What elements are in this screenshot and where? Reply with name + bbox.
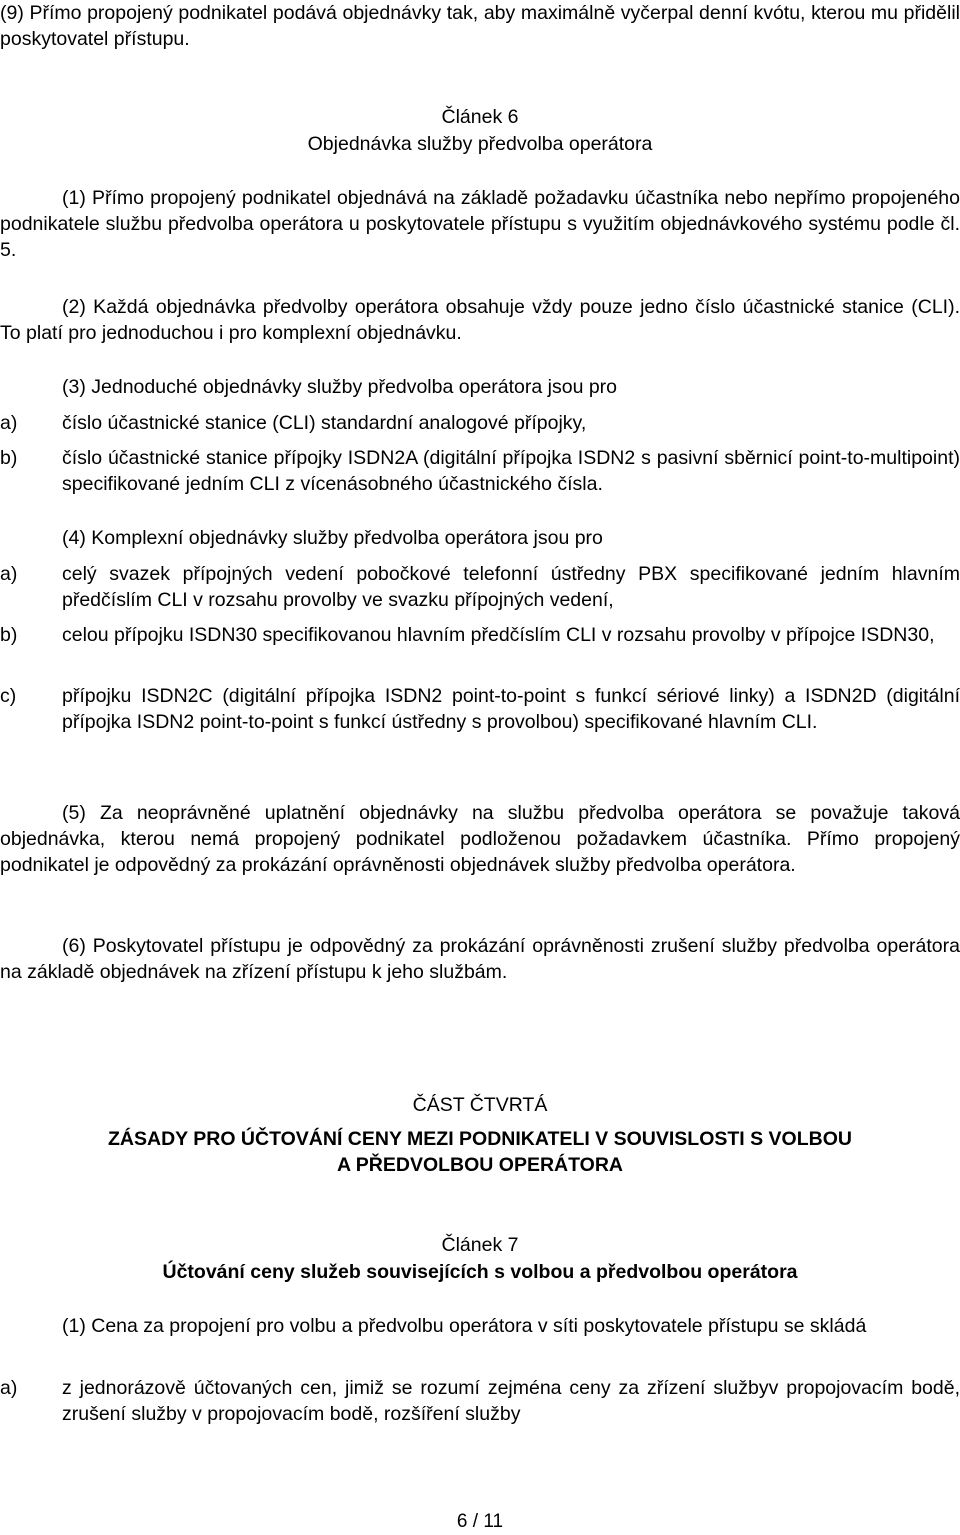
article-7-item-a bbox=[0, 1375, 960, 1427]
item-label: a) bbox=[0, 563, 18, 585]
item-text: celý svazek přípojných vedení pobočkové telefonní ústředny PBX specifikované jedním hlavním předčíslím CLI v rozsahu provolby ve svazku přípojných vedení, bbox=[62, 563, 960, 611]
paragraph-3-item-a bbox=[0, 410, 960, 436]
article-7-title: Účtování ceny služeb souvisejících s volbou a předvolbou operátora bbox=[162, 1261, 798, 1283]
part-4-title-line-1: ZÁSADY PRO ÚČTOVÁNÍ CENY MEZI PODNIKATELI V SOUVISLOSTI S VOLBOU bbox=[108, 1128, 852, 1150]
item-text: z jednorázově účtovaných cen, jimiž se rozumí zejména ceny za zřízení službyv propojovacím bodě, zrušení služby v propojovacím bodě, rozšíření služby bbox=[62, 1377, 960, 1425]
article-6-paragraph-6: (6) Poskytovatel přístupu je odpovědný za prokázání oprávněnosti zrušení služby předvolba operátora na základě objednávek na zřízení přístupu k jeho službám. bbox=[0, 935, 960, 983]
article-6-paragraph-3: (3) Jednoduché objednávky služby předvolba operátora jsou pro bbox=[62, 376, 618, 398]
article-6-paragraph-5: (5) Za neoprávněné uplatnění objednávky na službu předvolba operátora se považuje taková objednávka, kterou nemá propojený podnikatel podloženou požadavkem účastníka. Přímo propojený podnikatel je odpovědný za prokázání oprávněnosti objednávek služby předvolba operátora. bbox=[0, 802, 960, 876]
paragraph-4-item-b bbox=[0, 622, 960, 648]
paragraph-9: (9) Přímo propojený podnikatel podává objednávky tak, aby maximálně vyčerpal denní kvótu, kterou mu přidělil poskytovatel přístupu. bbox=[0, 2, 960, 50]
item-text: číslo účastnické stanice přípojky ISDN2A (digitální přípojka ISDN2 s pasivní sběrnicí point-to-multipoint) specifikované jedním CLI z vícenásobného účastnického čísla. bbox=[62, 447, 960, 495]
paragraph-4-item-a bbox=[0, 561, 960, 613]
article-6-paragraph-1: (1) Přímo propojený podnikatel objednává na základě požadavku účastníka nebo nepřímo propojeného podnikatele službu předvolba operátora u poskytovatele přístupu s využitím objednávkového systému podle čl. 5. bbox=[0, 187, 960, 261]
item-label: a) bbox=[0, 1377, 18, 1399]
item-label: b) bbox=[0, 624, 18, 646]
item-label: c) bbox=[0, 685, 17, 707]
item-text: číslo účastnické stanice (CLI) standardní analogové přípojky, bbox=[62, 412, 587, 434]
paragraph-3-item-b bbox=[0, 445, 960, 497]
item-text: přípojku ISDN2C (digitální přípojka ISDN2 point-to-point s funkcí sériové linky) a ISDN2D (digitální přípojka ISDN2 point-to-point s funkcí ústředny s provolbou) specifikované hlavním CLI. bbox=[62, 685, 960, 733]
page-number: 6 / 11 bbox=[456, 1511, 504, 1532]
article-6-paragraph-2: (2) Každá objednávka předvolby operátora obsahuje vždy pouze jedno číslo účastnické stanice (CLI). To platí pro jednoduchou i pro komplexní objednávku. bbox=[0, 296, 960, 344]
article-7-paragraph-1: (1) Cena za propojení pro volbu a předvolbu operátora v síti poskytovatele přístupu se skládá bbox=[62, 1315, 867, 1337]
paragraph-4-item-c bbox=[0, 683, 960, 735]
item-text: celou přípojku ISDN30 specifikovanou hlavním předčíslím CLI v rozsahu provolby v přípojce ISDN30, bbox=[62, 624, 935, 646]
article-6-paragraph-4: (4) Komplexní objednávky služby předvolba operátora jsou pro bbox=[62, 527, 603, 549]
item-label: a) bbox=[0, 412, 18, 434]
item-label: b) bbox=[0, 447, 18, 469]
article-6-number: Článek 6 bbox=[441, 106, 519, 128]
article-6-title: Objednávka služby předvolba operátora bbox=[307, 133, 653, 155]
part-4-heading: ČÁST ČTVRTÁ bbox=[412, 1094, 548, 1116]
article-7-number: Článek 7 bbox=[441, 1234, 519, 1256]
part-4-title-line-2: A PŘEDVOLBOU OPERÁTORA bbox=[336, 1154, 624, 1176]
